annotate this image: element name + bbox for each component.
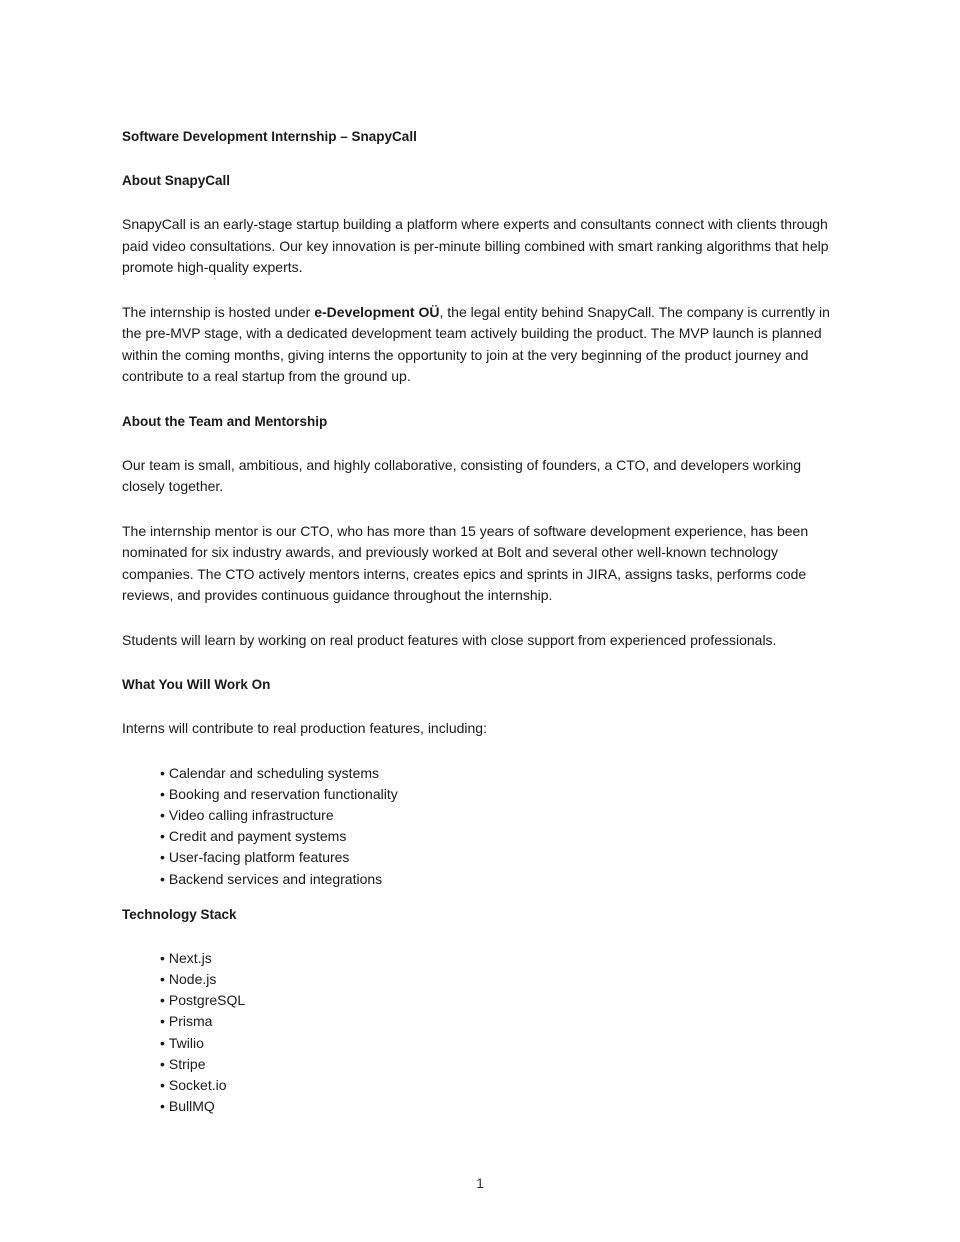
work-list <box>122 763 842 890</box>
list-item: • Video calling infrastructure <box>160 805 842 826</box>
about-paragraph-2 <box>122 302 842 388</box>
work-intro: Interns will contribute to real production features, including: <box>122 720 487 736</box>
document-page <box>122 126 842 1117</box>
list-item: • Booking and reservation functionality <box>160 784 842 805</box>
about-heading: About SnapyCall <box>122 173 231 188</box>
list-item: • Node.js <box>160 969 842 990</box>
list-item: • Prisma <box>160 1011 842 1032</box>
list-item: • Backend services and integrations <box>160 869 842 890</box>
page-number: 1 <box>476 1175 484 1191</box>
list-item: • Stripe <box>160 1054 842 1075</box>
list-item: • Next.js <box>160 948 842 969</box>
about-paragraph-1: SnapyCall is an early-stage startup building a platform where experts and consultants connect with clients through paid video consultations. Our key innovation is per-minute billing combined with smart ranking algorithms that help promote high-quality experts. <box>122 216 829 275</box>
stack-list <box>122 948 842 1118</box>
stack-heading: Technology Stack <box>122 906 237 922</box>
team-paragraph-3: Students will learn by working on real product features with close support from experienced professionals. <box>122 631 777 648</box>
list-item: • Calendar and scheduling systems <box>160 763 842 784</box>
about-paragraph-2-end: , the legal entity behind SnapyCall. The company is currently in the pre-MVP stage, with a dedicated development team actively building the product. The MVP launch is planned within the coming months, giving interns the opportunity to join at the very beginning of the product journey and contribute to a real startup from the ground up. <box>122 303 830 384</box>
list-item: • BullMQ <box>160 1096 842 1117</box>
legal-entity-name: e-Development OÜ <box>314 303 440 320</box>
list-item: • Socket.io <box>160 1075 842 1096</box>
about-paragraph-2-start: The internship is hosted under <box>122 303 315 320</box>
document-title: Software Development Internship – SnapyCall <box>122 129 417 144</box>
list-item: • User-facing platform features <box>160 847 842 868</box>
team-paragraph-1: Our team is small, ambitious, and highly collaborative, consisting of founders, a CTO, and developers working closely together. <box>122 456 802 494</box>
list-item: • Credit and payment systems <box>160 826 842 847</box>
list-item: • Twilio <box>160 1033 842 1054</box>
team-heading: About the Team and Mentorship <box>122 413 328 429</box>
list-item: • PostgreSQL <box>160 990 842 1011</box>
team-paragraph-2: The internship mentor is our CTO, who has more than 15 years of software development experience, has been nominated for six industry awards, and previously worked at Bolt and several other well-known technology companies. The CTO actively mentors interns, creates epics and sprints in JIRA, assigns tasks, performs code reviews, and provides continuous guidance throughout the internship. <box>122 522 809 603</box>
work-heading: What You Will Work On <box>122 677 271 692</box>
